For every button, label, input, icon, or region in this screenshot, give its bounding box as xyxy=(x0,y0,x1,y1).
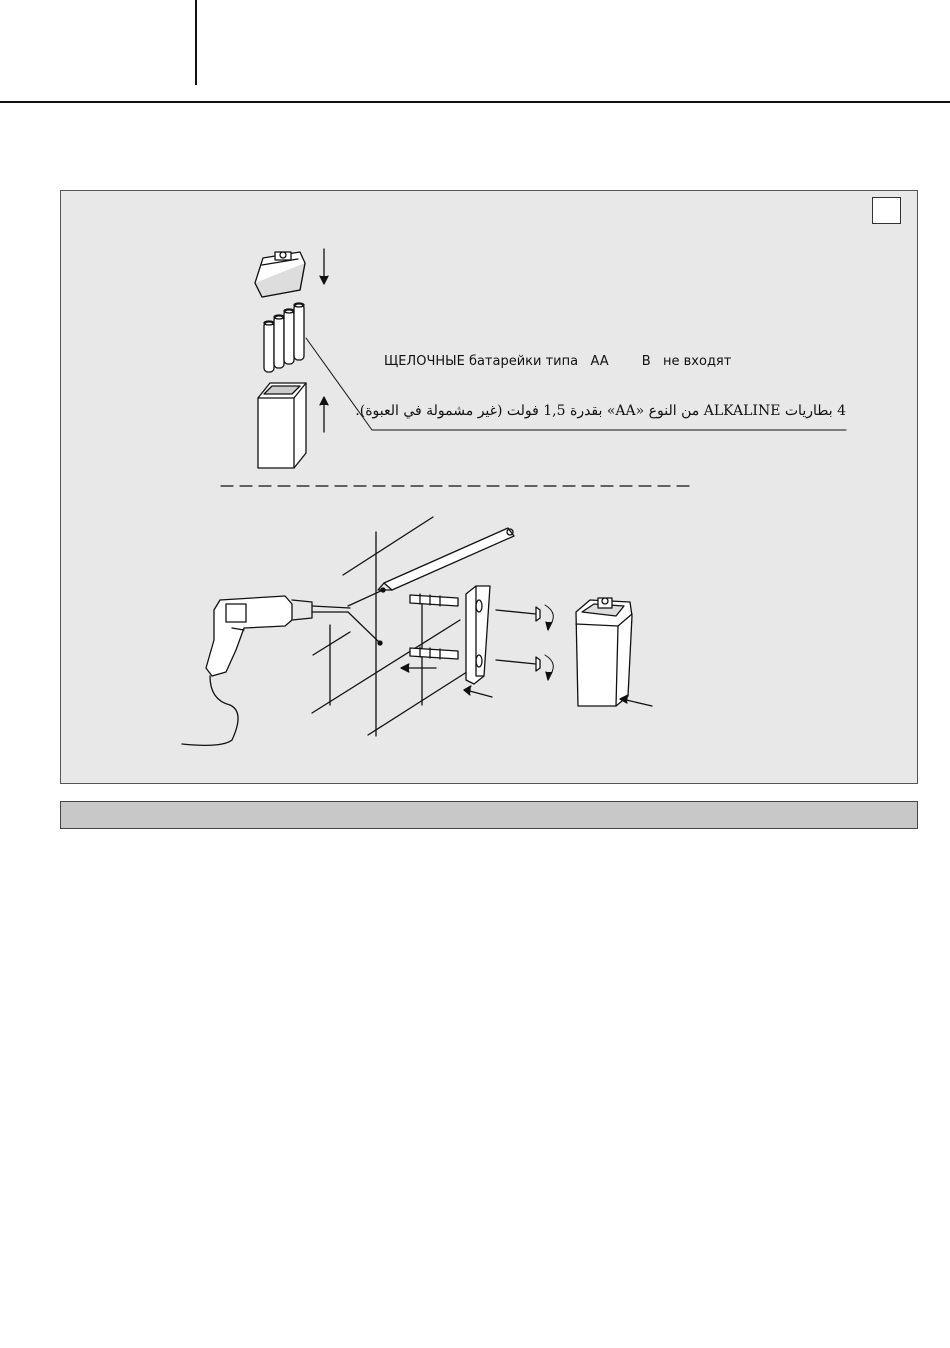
soap-dispenser-unit-icon xyxy=(576,598,632,706)
battery-cap-icon xyxy=(255,252,305,297)
wall-plug-top-icon xyxy=(410,594,458,606)
arrow-down-icon xyxy=(320,249,328,284)
aa-batteries-icon xyxy=(264,303,304,372)
arrow-left-icon xyxy=(401,664,436,672)
arrow-bracket-icon xyxy=(464,686,492,697)
arrow-dispenser-icon xyxy=(620,695,652,706)
mounting-bracket-icon xyxy=(466,586,490,684)
drill-marks xyxy=(348,588,385,645)
screw-top-icon xyxy=(496,605,553,630)
pencil-icon xyxy=(378,528,514,590)
arabic-battery-note: 4 بطاريات ALKALINE من النوع «AA» بقدرة 1,5 فولت (غير مشمولة في العبوة). xyxy=(355,403,846,419)
electric-drill-icon xyxy=(182,596,350,745)
arrow-up-icon xyxy=(320,397,328,432)
russian-battery-note: ЩЕЛОЧНЫЕ батарейки типа AA В не входят xyxy=(384,354,732,369)
wall-guide-lines xyxy=(312,517,470,736)
caption-bar xyxy=(60,801,918,829)
battery-housing-icon xyxy=(258,383,306,468)
wall-plug-bottom-icon xyxy=(410,647,458,659)
screw-bottom-icon xyxy=(496,655,553,680)
